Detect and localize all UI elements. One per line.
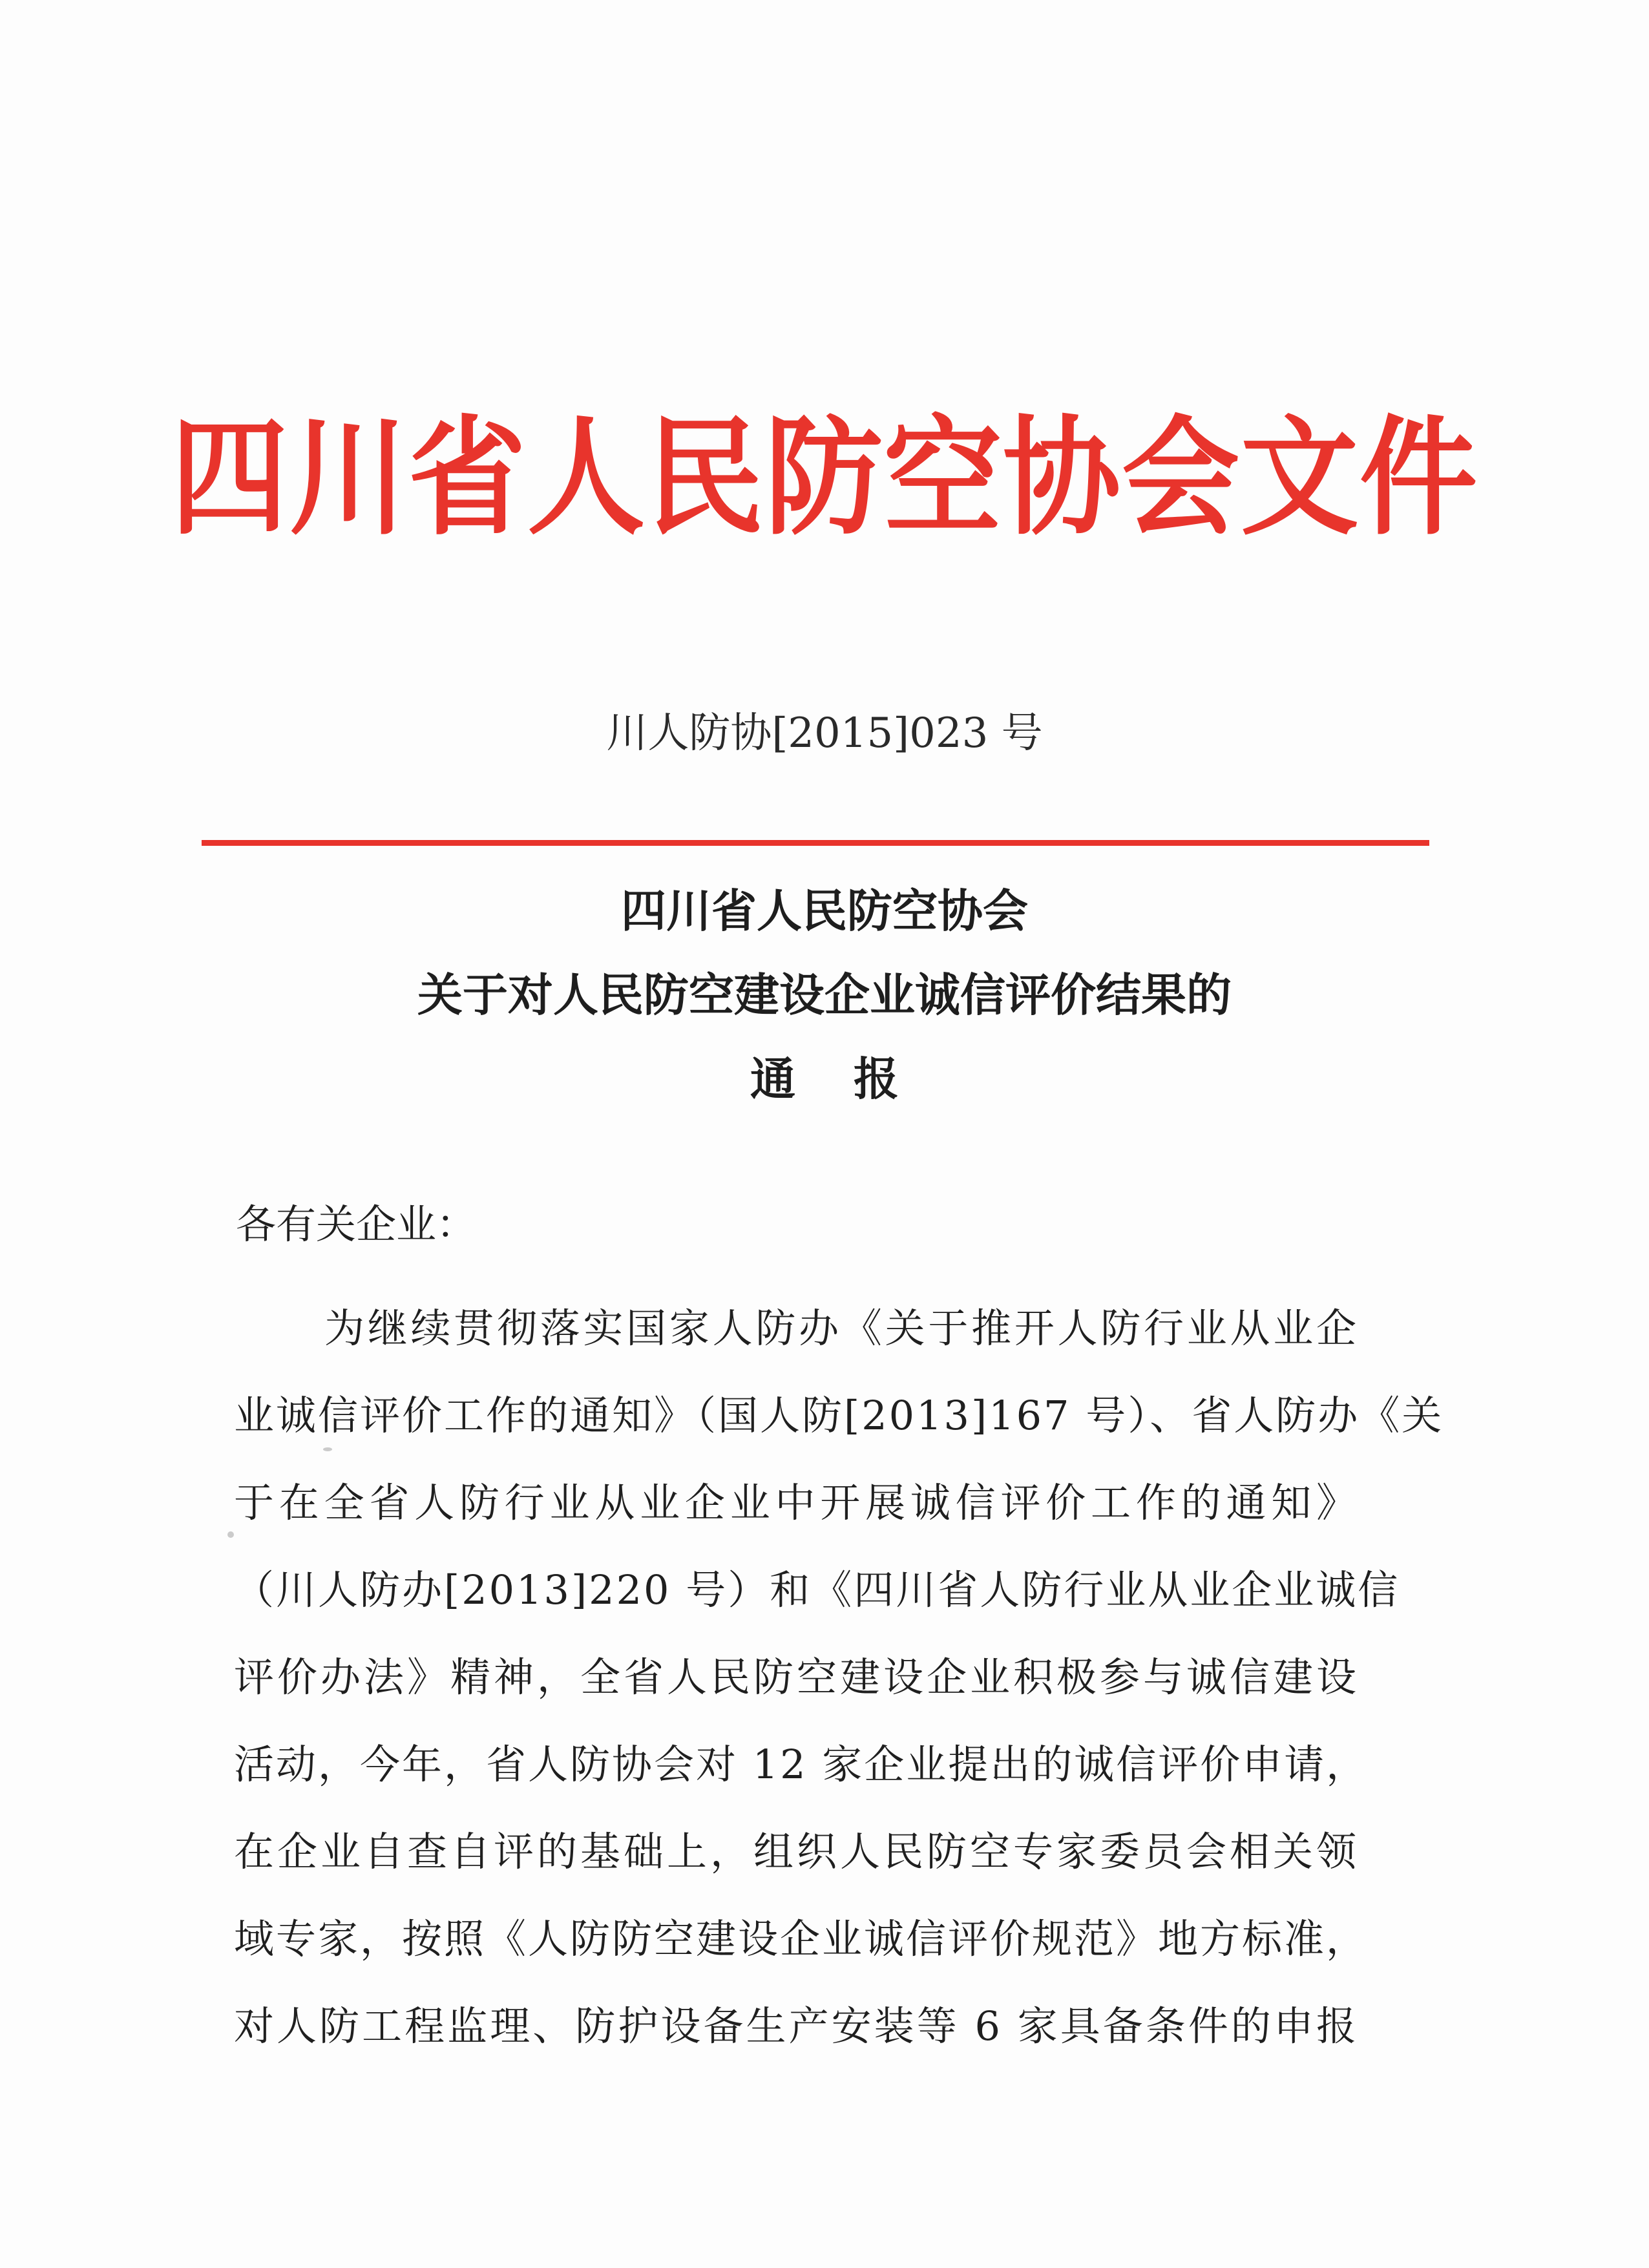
body-line: 域专家，按照《人防防空建设企业诚信评价规范》地方标准， (234, 1915, 1369, 1962)
subject-line-3: 通报 (750, 1053, 957, 1106)
body-line: 活动，今年，省人防协会对 12 家企业提出的诚信评价申请， (234, 1741, 1369, 1788)
document-header-title: 四川省人民防空协会文件 (170, 403, 1478, 552)
subject-line-2: 关于对人民防空建设企业诚信评价结果的 (417, 969, 1232, 1022)
document-number: 川人防协[2015]023 号 (606, 709, 1043, 757)
document-subject (0, 869, 1649, 1121)
body-line: 于在全省人防行业从业企业中开展诚信评价工作的通知》 (234, 1479, 1358, 1526)
body-line: 为继续贯彻落实国家人防办《关于推开人防行业从业企 (324, 1305, 1358, 1352)
subject-line-1: 四川省人民防空协会 (621, 885, 1028, 938)
body-line: 在企业自查自评的基础上，组织人民防空专家委员会相关领 (234, 1828, 1358, 1875)
scan-speck (323, 1447, 332, 1451)
scan-speck (227, 1531, 234, 1538)
body-line: 评价办法》精神，全省人民防空建设企业积极参与诚信建设 (234, 1654, 1358, 1701)
body-line: 对人防工程监理、防护设备生产安装等 6 家具备条件的申报 (234, 2002, 1358, 2050)
body-line: （川人防办[2013]220 号）和《四川省人防行业从业企业诚信 (234, 1566, 1400, 1613)
body-paragraph (234, 1285, 1444, 2070)
red-divider-line (202, 840, 1429, 846)
salutation: 各有关企业： (236, 1201, 477, 1248)
body-line: 业诚信评价工作的通知》（国人防[2013]167 号）、省人防办《关 (234, 1392, 1444, 1439)
